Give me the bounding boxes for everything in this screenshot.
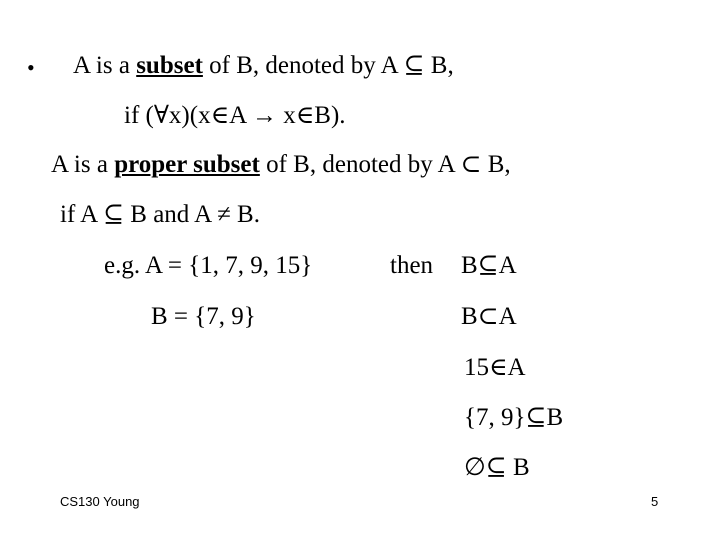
page-number: 5 xyxy=(651,494,659,509)
proper-subset-term: proper subset xyxy=(114,151,260,178)
example-result-3: 15∈A xyxy=(464,354,526,381)
proper-subset-definition-prefix: A is a xyxy=(51,151,115,178)
subset-term: subset xyxy=(136,52,203,79)
example-set-b: B = {7, 9} xyxy=(151,303,256,330)
subset-definition-suffix: of B, denoted by A ⊆ B, xyxy=(202,52,454,79)
proper-subset-definition xyxy=(51,150,511,180)
example-set-a: e.g. A = {1, 7, 9, 15} xyxy=(104,252,313,279)
bullet-marker: • xyxy=(27,55,35,80)
example-result-5: ∅⊆ B xyxy=(464,454,530,481)
subset-definition-prefix: A is a xyxy=(73,52,137,79)
example-then: then xyxy=(390,252,434,279)
subset-definition xyxy=(73,51,454,81)
example-result-4: {7, 9}⊆B xyxy=(464,404,564,431)
example-result-1: B⊆A xyxy=(461,252,517,279)
proper-subset-condition: if A ⊆ B and A ≠ B. xyxy=(60,201,260,228)
example-result-2: B⊂A xyxy=(461,303,517,330)
proper-subset-definition-suffix: of B, denoted by A ⊂ B, xyxy=(259,151,511,178)
subset-condition: if (∀x)(x∈A → x∈B). xyxy=(124,102,346,129)
footer-course-label: CS130 Young xyxy=(60,494,140,509)
